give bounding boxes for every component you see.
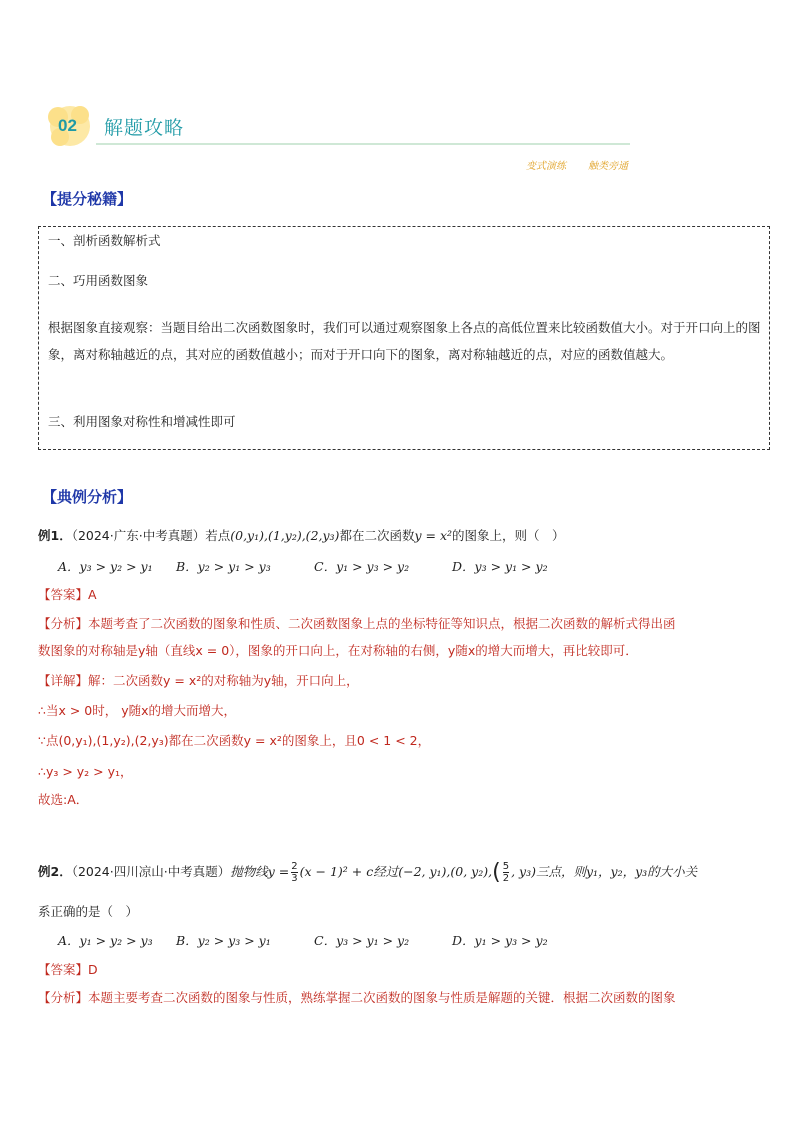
section-title: 解题攻略 [104, 117, 185, 139]
analysis-text-1: 本题考查了二次函数的图象和性质、二次函数图象上点的坐标特征等知识点，根据二次函数的解析式得出函 [88, 616, 676, 631]
tip-item-4: 三、利用图象对称性和增减性即可 [48, 414, 236, 429]
example-1-detail-line-2: ∴当x > 0时， y随x的增大而增大， [38, 703, 236, 718]
analysis-label: 【分析】 [38, 616, 89, 631]
fraction-1-numerator: 2 [291, 861, 298, 872]
fraction-2-numerator: 5 [502, 861, 510, 872]
example-1-stem-c: 的图象上，则（ ） [452, 528, 565, 543]
example-1-conclusion: 故选:A． [38, 792, 89, 807]
example-2-source: （2024·四川凉山·中考真题） [71, 864, 231, 879]
answer-label: 【答案】 [38, 587, 89, 602]
detail-text-1: 解：二次函数y = x²的对称轴为y轴，开口向上， [88, 673, 359, 688]
example-1-stem-b: 都在二次函数 [339, 528, 415, 543]
example-2-stem-a: 抛物线y = [230, 864, 290, 879]
open-paren: ( [492, 860, 501, 885]
answer-label-2: 【答案】 [38, 962, 89, 977]
tip-item-2: 二、巧用函数图象 [48, 273, 149, 288]
example-1-detail-line-1 [38, 671, 359, 689]
example-1-func: y = x² [414, 528, 453, 543]
tip-item-3: 根据图象直接观察：当题目给出二次函数图象时，我们可以通过观察图象上各点的高低位置来比较函数值大小。对于开口向上的图象，离对称轴越近的点，其对应的函数值越小；而对于开口向下的图象，离对称轴越近的点，对应的函数值越大。 [48, 320, 761, 362]
example-1-option-a: A．y₃ > y₂ > y₁ [58, 559, 153, 574]
example-2-stem-b: (x − 1)² + c经过(−2, y₁),(0, y₂), [299, 864, 493, 879]
example-2-stem [38, 860, 697, 885]
section-number: 02 [58, 116, 77, 135]
example-2-fraction-2 [503, 861, 509, 884]
example-1-source: （2024·广东·中考真题） [71, 528, 206, 543]
tips-heading: 【提分秘籍】 [42, 190, 133, 208]
example-1-label: 例1． [38, 528, 72, 543]
answer-value: A [88, 587, 97, 602]
header-subtitle-right: 触类旁通 [588, 161, 628, 172]
example-1-option-b: B．y₂ > y₁ > y₃ [176, 559, 271, 574]
example-1-option-c: C．y₁ > y₃ > y₂ [314, 559, 410, 574]
example-1-answer [38, 585, 97, 603]
example-2-option-d: D．y₁ > y₃ > y₂ [452, 933, 548, 948]
example-2-fraction-1 [291, 861, 297, 884]
detail-label: 【详解】 [38, 673, 89, 688]
header-divider [96, 143, 630, 145]
example-1-detail-line-3: ∵点(0,y₁),(1,y₂),(2,y₃)都在二次函数y = x²的图象上，且0 < 1 < 2， [38, 733, 431, 748]
example-2-option-a: A．y₁ > y₂ > y₃ [58, 933, 153, 948]
header-subtitle-left: 变式演练 [526, 161, 566, 172]
fraction-1-denominator: 3 [291, 873, 298, 884]
example-2-option-c: C．y₃ > y₁ > y₂ [314, 933, 410, 948]
example-1-analysis-line-2: 数图象的对称轴是y轴（直线x = 0），图象的开口向上，在对称轴的右侧，y随x的增大而增大，再比较即可． [38, 643, 638, 658]
example-1-stem-a: 若点 [205, 528, 231, 543]
example-1-points: (0,y₁),(1,y₂),(2,y₃) [230, 528, 340, 543]
analysis-label-2: 【分析】 [38, 990, 89, 1005]
tip-item-1: 一、剖析函数解析式 [48, 233, 161, 248]
answer-value-2: D [88, 962, 98, 977]
fraction-2-denominator: 2 [502, 873, 510, 884]
example-2-analysis-line-1 [38, 988, 676, 1006]
example-2-stem-cont: 系正确的是（ ） [38, 904, 139, 919]
example-1-detail-line-4: ∴y₃ > y₂ > y₁， [38, 764, 133, 779]
cases-heading: 【典例分析】 [42, 488, 133, 506]
example-2-answer [38, 960, 98, 978]
example-1-option-d: D．y₃ > y₁ > y₂ [452, 559, 548, 574]
example-1-analysis-line-1 [38, 614, 676, 632]
example-2-stem-c: , y₃)三点，则y₁，y₂，y₃的大小关 [511, 864, 698, 879]
example-2-option-b: B．y₂ > y₃ > y₁ [176, 933, 271, 948]
example-2-label: 例2． [38, 864, 72, 879]
example-1-stem [38, 526, 565, 544]
analysis-text-2: 本题主要考查二次函数的图象与性质，熟练掌握二次函数的图象与性质是解题的关键．根据二次函数的图象 [88, 990, 676, 1005]
